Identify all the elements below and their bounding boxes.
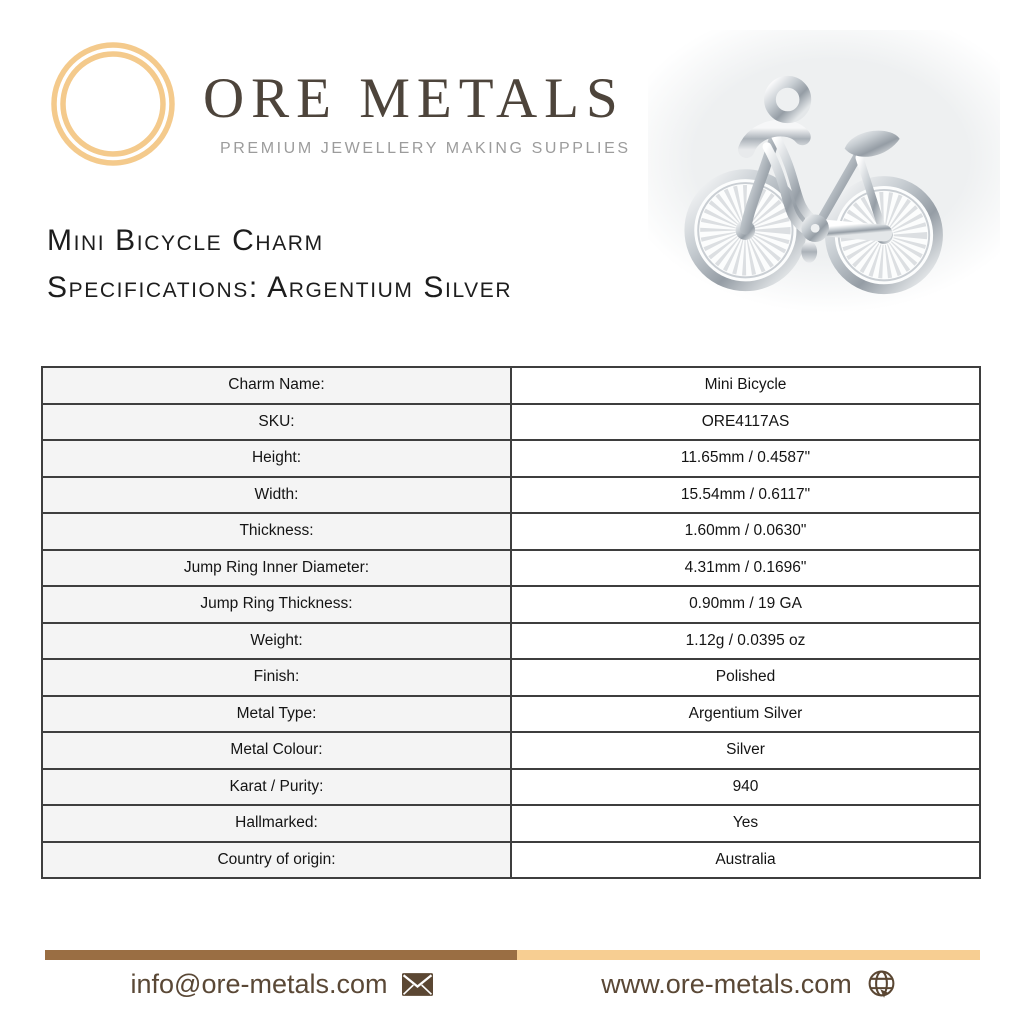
- table-row: [42, 732, 980, 769]
- spec-label: Jump Ring Inner Diameter:: [42, 550, 511, 587]
- footer-website-link[interactable]: [518, 962, 980, 1006]
- spec-value: Australia: [511, 842, 980, 879]
- table-row: [42, 842, 980, 879]
- spec-label: Metal Colour:: [42, 732, 511, 769]
- spec-value: 940: [511, 769, 980, 806]
- spec-label: Charm Name:: [42, 367, 511, 404]
- spec-label: Karat / Purity:: [42, 769, 511, 806]
- spec-label: Jump Ring Thickness:: [42, 586, 511, 623]
- spec-label: Finish:: [42, 659, 511, 696]
- spec-label: Country of origin:: [42, 842, 511, 879]
- table-row: [42, 696, 980, 733]
- table-row: [42, 586, 980, 623]
- spec-value: 15.54mm / 0.6117": [511, 477, 980, 514]
- spec-label: Metal Type:: [42, 696, 511, 733]
- globe-icon: [866, 969, 897, 1000]
- table-row: [42, 659, 980, 696]
- brand-logo-ring-icon: [50, 40, 180, 170]
- footer-email-link[interactable]: [45, 962, 518, 1006]
- footer-divider: [45, 950, 980, 960]
- spec-value: Mini Bicycle: [511, 367, 980, 404]
- table-row: [42, 769, 980, 806]
- envelope-icon: [402, 973, 433, 996]
- jump-ring: [770, 82, 805, 117]
- table-row: [42, 477, 980, 514]
- spec-value: Silver: [511, 732, 980, 769]
- spec-value: Polished: [511, 659, 980, 696]
- table-row: [42, 367, 980, 404]
- brand-name: ORE METALS: [203, 67, 625, 130]
- crank-bolt: [811, 224, 820, 233]
- spec-label: Thickness:: [42, 513, 511, 550]
- spec-label: Hallmarked:: [42, 805, 511, 842]
- table-row: [42, 623, 980, 660]
- spec-value: Yes: [511, 805, 980, 842]
- spec-table: [41, 366, 981, 879]
- product-title: Mini Bicycle Charm: [47, 224, 324, 257]
- spec-value: 1.60mm / 0.0630": [511, 513, 980, 550]
- spec-label: Height:: [42, 440, 511, 477]
- table-row: [42, 440, 980, 477]
- table-row: [42, 805, 980, 842]
- mini-bicycle-charm-photo: [648, 30, 1000, 335]
- table-row: [42, 513, 980, 550]
- footer-website-text[interactable]: www.ore-metals.com: [601, 968, 852, 999]
- footer-email-text[interactable]: info@ore-metals.com: [130, 968, 388, 999]
- brand-tagline: PREMIUM JEWELLERY MAKING SUPPLIES: [220, 140, 631, 157]
- seat: [845, 131, 900, 157]
- spec-value: ORE4117AS: [511, 404, 980, 441]
- pedal: [801, 241, 817, 263]
- spec-value: 1.12g / 0.0395 oz: [511, 623, 980, 660]
- spec-label: SKU:: [42, 404, 511, 441]
- spec-value: 4.31mm / 0.1696": [511, 550, 980, 587]
- spec-value: 11.65mm / 0.4587": [511, 440, 980, 477]
- spec-value: Argentium Silver: [511, 696, 980, 733]
- spec-value: 0.90mm / 19 GA: [511, 586, 980, 623]
- table-row: [42, 404, 980, 441]
- spec-label: Weight:: [42, 623, 511, 660]
- bicycle-charm-graphic: [652, 38, 996, 334]
- product-subtitle: Specifications: Argentium Silver: [47, 271, 513, 304]
- spec-label: Width:: [42, 477, 511, 514]
- table-row: [42, 550, 980, 587]
